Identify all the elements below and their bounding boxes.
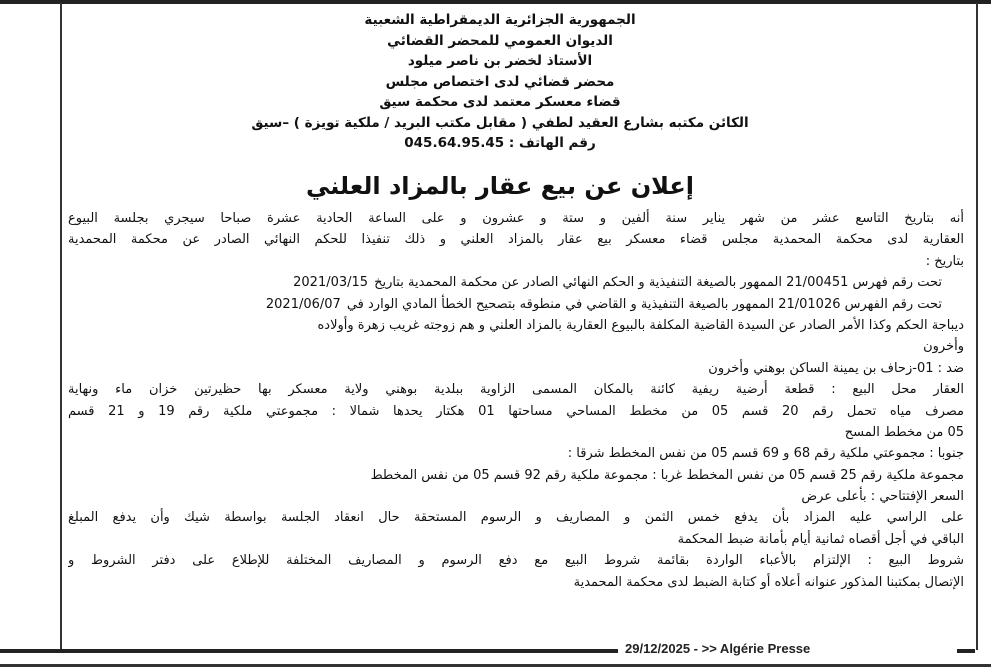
- body-line-opening-price: السعر الإفتتاحي : بأعلى عرض: [801, 489, 964, 505]
- body-line: ديباجة الحكم وكذا الأمر الصادر عن السيدة القاضية المكلفة بالبيوع العقارية بالمزاد العلني و هم زوجته غريب زهرة وأولاده: [317, 317, 964, 333]
- body-line-sale-conditions: شروط البيع : الإلتزام بالأعباء الواردة بقائمة شروط البيع مع دفع الرسوم و المصاريف المختلفة للإطلاع على دفتر الشروط و: [68, 553, 964, 569]
- header-line-republic: الجمهورية الجزائرية الديمقراطية الشعبية: [364, 12, 636, 28]
- judgment-1-text: تحت رقم فهرس 21/00451 الممهور بالصيغة التنفيذية و الحكم النهائي الصادر عن محكمة المحمدية بتاريخ: [374, 275, 942, 291]
- body-line: وأخرون: [923, 339, 964, 355]
- notice-title: إعلان عن بيع عقار بالمزاد العلني: [305, 172, 695, 200]
- body-line: مصرف مياه تحمل رقم 20 قسم 05 من مخطط المساحي مساحتها 01 هكتار يحدها شمالا : مجموعتي ملكية رقم 19 و 21 قسم: [68, 403, 964, 419]
- bottom-rule: [0, 664, 991, 667]
- judgment-1-date: 2021/03/15: [293, 275, 369, 291]
- body-line: العقارية لدى محكمة المحمدية مجلس قضاء معسكر بيع عقار بالمزاد العلني و ذلك تنفيذا للحكم النهائي الصادر عن محكمة المحمدية: [68, 232, 964, 248]
- header-line-address: الكائن مكتبه بشارع العقيد لطفي ( مقابل مكتب البريد / ملكية تويزة ) –سيق: [251, 114, 749, 131]
- header-line-court: قضاء معسكر معتمد لدى محكمة سيق: [379, 94, 621, 110]
- body-line: على الراسي عليه المزاد بأن يدفع خمس الثمن و المصاريف و الرسوم المستحقة حال انعقاد الجلسة بواسطة شيك وأن يدفع المبلغ: [68, 510, 964, 526]
- footer-rule-right: [957, 649, 975, 653]
- footer-rule-left: [0, 649, 618, 653]
- body-line-judgment-2: [68, 294, 964, 315]
- body-line-judgment-1: [68, 272, 964, 293]
- body-line-property: العقار محل البيع : قطعة أرضية ريفية كائنة بالمكان المسمى الزاوية ببلدية بوهني ولاية معسكر بها حظيرتين خزان ماء ونهاية: [68, 382, 964, 398]
- body-line: الإتصال بمكتبنا المذكور عنوانه أعلاه أو كتابة الضبط لدى محكمة المحمدية: [573, 574, 964, 590]
- body-line: مجموعة ملكية رقم 25 قسم 05 من نفس المخطط غربا : مجموعة ملكية رقم 92 قسم 05 من نفس المخطط: [370, 467, 964, 483]
- header-line-phone: رقم الهاتف : 045.64.95.45: [404, 135, 596, 151]
- header-line-bailiff-name: الأستاذ لخضر بن ناصر ميلود: [407, 53, 593, 69]
- body-line: 05 من مخطط المسح: [844, 424, 964, 440]
- body-line: أنه بتاريخ التاسع عشر من شهر يناير سنة ألفين و ستة و عشرون و على الساعة الحادية عشرة صباحا سيجري بجلسة البيوع: [68, 211, 964, 226]
- judgment-2-date: 2021/06/07: [265, 296, 341, 312]
- body-line: بتاريخ :: [925, 253, 964, 269]
- footer-source: 29/12/2025 - >> Algérie Presse: [625, 641, 811, 656]
- notice-header: [200, 10, 800, 154]
- body-line: جنوبا : مجموعتي ملكية رقم 68 و 69 قسم 05 من نفس المخطط شرقا :: [567, 446, 964, 462]
- body-line-against: ضد : 01-زحاف بن يمينة الساكن بوهني وأخرون: [708, 360, 964, 376]
- notice-body: [68, 208, 964, 593]
- judgment-2-text: تحت رقم الفهرس 21/01026 الممهور بالصيغة التنفيذية و القاضي في منطوقه بتصحيح الخطأ المادي الوارد في: [346, 296, 942, 312]
- body-line: الباقي في أجل أقصاه ثمانية أيام بأمانة ضبط المحكمة: [677, 531, 964, 547]
- header-line-jurisdiction: محضر قضائي لدى اختصاص مجلس: [385, 73, 615, 90]
- header-line-office: الديوان العمومي للمحضر القضائي: [387, 32, 613, 49]
